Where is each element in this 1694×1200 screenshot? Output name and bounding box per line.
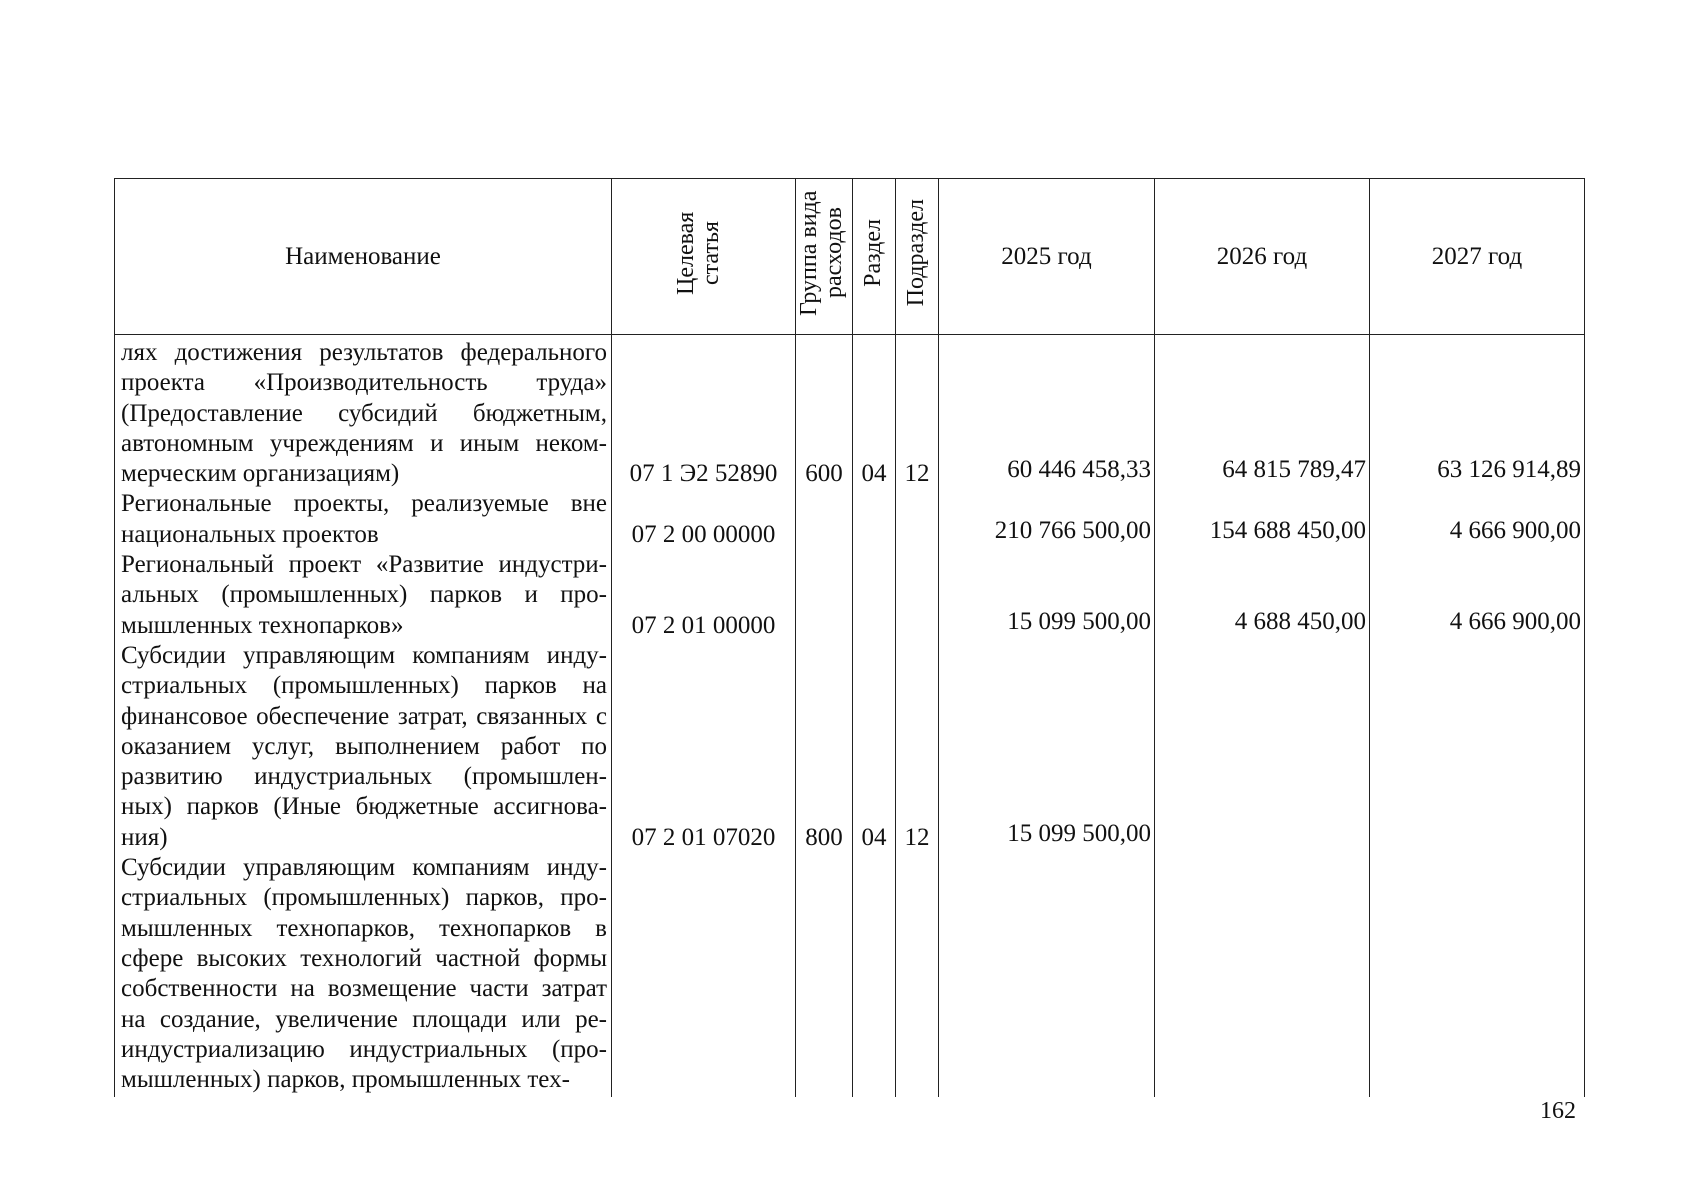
header-expense-group: Группа вида расходов bbox=[796, 179, 853, 335]
row-section bbox=[853, 550, 896, 641]
row-expense-group bbox=[796, 489, 853, 550]
row-section: 04 bbox=[853, 335, 896, 490]
row-section bbox=[853, 489, 896, 550]
row-2026: 64 815 789,47 bbox=[1155, 331, 1370, 486]
row-expense-group bbox=[796, 550, 853, 641]
header-section: Раздел bbox=[853, 179, 896, 335]
row-2026: 4 688 450,00 bbox=[1155, 546, 1370, 637]
page-number: 162 bbox=[1540, 1098, 1576, 1124]
row-name: Региональный проект «Развитие индустри-альных (промышленных) парков и про-мышленных технопарков» bbox=[115, 550, 612, 641]
row-name: Региональные проекты, реализуемые вне национальных проектов bbox=[115, 489, 612, 550]
header-target: Целевая статья bbox=[612, 179, 796, 335]
row-2026 bbox=[1155, 849, 1370, 1093]
budget-table bbox=[114, 178, 1585, 1097]
header-2027: 2027 год bbox=[1370, 179, 1585, 335]
row-2025: 15 099 500,00 bbox=[939, 637, 1155, 849]
row-target: 07 2 01 07020 bbox=[612, 641, 796, 853]
table-header bbox=[115, 179, 1585, 335]
row-subsection: 12 bbox=[896, 641, 939, 853]
row-target: 07 1 Э2 52890 bbox=[612, 335, 796, 490]
row-target: 07 2 00 00000 bbox=[612, 489, 796, 550]
row-2026 bbox=[1155, 637, 1370, 849]
row-section: 04 bbox=[853, 641, 896, 853]
row-2027: 4 666 900,00 bbox=[1370, 485, 1585, 546]
table-row bbox=[115, 335, 1585, 490]
row-name: лях достижения результатов федерального проекта «Производительность труда» (Предоставление субсидий бюджетным, автономным учреждениям и иным неком-мерческим организациям) bbox=[115, 335, 612, 490]
table-body bbox=[115, 335, 1585, 1098]
row-2025: 60 446 458,33 bbox=[939, 331, 1155, 486]
row-section bbox=[853, 853, 896, 1097]
row-2027: 63 126 914,89 bbox=[1370, 331, 1585, 486]
table-row bbox=[115, 550, 1585, 641]
header-2026: 2026 год bbox=[1155, 179, 1370, 335]
row-target: 07 2 01 00000 bbox=[612, 550, 796, 641]
row-2025: 210 766 500,00 bbox=[939, 485, 1155, 546]
row-2025 bbox=[939, 849, 1155, 1093]
header-name: Наименование bbox=[115, 179, 612, 335]
row-name: Субсидии управляющим компаниям инду-стриальных (промышленных) парков на финансовое обеспечение затрат, связанных с оказанием услуг, выполнением работ по развитию индустриальных (промышлен-ных) парков (Иные бюджетные ассигнова-ния) bbox=[115, 641, 612, 853]
row-expense-group: 600 bbox=[796, 335, 853, 490]
table-row bbox=[115, 641, 1585, 853]
row-name: Субсидии управляющим компаниям инду-стриальных (промышленных) парков, про-мышленных технопарков, технопарков в сфере высоких технологий частной формы собственности на возмещение части затрат на создание, увеличение площади или ре-индустриализацию индустриальных (про-мышленных) парков, промышленных тех- bbox=[115, 853, 612, 1097]
row-subsection bbox=[896, 853, 939, 1097]
row-2026: 154 688 450,00 bbox=[1155, 485, 1370, 546]
row-subsection bbox=[896, 550, 939, 641]
table-row bbox=[115, 853, 1585, 1097]
row-subsection: 12 bbox=[896, 335, 939, 490]
row-expense-group bbox=[796, 853, 853, 1097]
table-row bbox=[115, 489, 1585, 550]
header-subsection: Подраздел bbox=[896, 179, 939, 335]
row-2025: 15 099 500,00 bbox=[939, 546, 1155, 637]
header-2025: 2025 год bbox=[939, 179, 1155, 335]
row-target bbox=[612, 853, 796, 1097]
row-2027 bbox=[1370, 637, 1585, 849]
row-subsection bbox=[896, 489, 939, 550]
row-expense-group: 800 bbox=[796, 641, 853, 853]
row-2027: 4 666 900,00 bbox=[1370, 546, 1585, 637]
row-2027 bbox=[1370, 849, 1585, 1093]
